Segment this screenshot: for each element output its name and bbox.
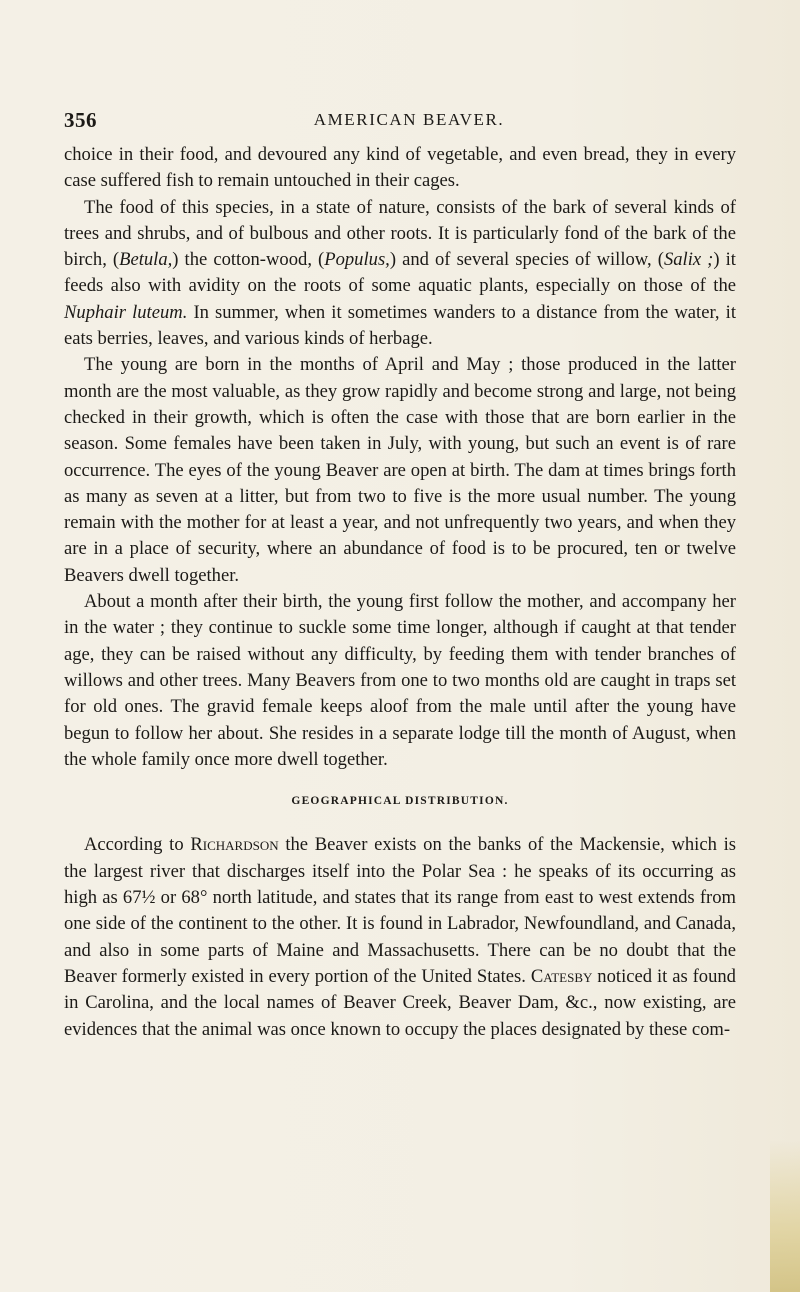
- species-name-salix: Salix ;: [663, 249, 714, 271]
- paragraph-food: [64, 195, 736, 353]
- running-title: AMERICAN BEAVER.: [313, 110, 505, 129]
- text-run: ) and of several species of willow, (: [389, 249, 664, 271]
- species-name-populus: Populus,: [324, 249, 390, 271]
- text-run: The food of this species, in a state of nature, consists of the bark of several kinds of trees and shrubs, and of bulbous and other roots. It is particularly fond of the bark of the birch, (: [64, 196, 736, 271]
- running-head: [64, 108, 736, 138]
- species-name-betula: Betula,: [119, 249, 173, 271]
- paragraph-continuation: choice in their food, and devoured any kind of vegetable, and even bread, they in every case suffered fish to remain untouched in their cages.: [64, 144, 736, 192]
- author-name-catesby: Catesby: [530, 965, 593, 987]
- paragraph-birth: About a month after their birth, the young first follow the mother, and accompany her in the water ; they continue to suckle some time longer, although if caught at that tender age, they can be raised without any difficulty, by feeding them with tender branches of willows and other trees. Many Beavers from one to two months old are caught in traps set for old ones. The gravid female keeps aloof from the male until after the young have begun to follow her about. She resides in a separate lodge till the month of August, when the whole family once more dwell together.: [64, 591, 736, 770]
- text-run: ) it feeds also with avidity on the roots of some aquatic plants, especially on those of the: [64, 249, 736, 297]
- text-run: ) the cotton-wood, (: [172, 249, 325, 271]
- text-run: In summer, when it sometimes wanders to a distance from the water, it eats berries, leaves, and various kinds of herbage.: [64, 301, 736, 350]
- page-edge-stain: [770, 1140, 800, 1292]
- section-heading: GEOGRAPHICAL DISTRIBUTION.: [291, 795, 509, 808]
- paragraph-distribution: [64, 832, 736, 1042]
- text-run: the Beaver exists on the banks of the Mackensie, which is the largest river that discharges itself into the Polar Sea : he speaks of its occurring as high as 67½ or 68° north latitude, and states that its range from east to west extends from one side of the continent to the other. It is found in Labrador, Newfoundland, and Canada, and also in some parts of Maine and Massachusetts. There can be no doubt that the Beaver formerly existed in every portion of the United States.: [64, 834, 736, 987]
- text-run: According to: [84, 834, 191, 856]
- text-run: noticed it as found in Carolina, and the local names of Beaver Creek, Beaver Dam, &c., now existing, are evidences that the animal was once known to occupy the places designated by these com-: [64, 965, 736, 1040]
- paragraph-young: The young are born in the months of April and May ; those produced in the latter month are the most valuable, as they grow rapidly and become strong and large, not being checked in their growth, which is often the case with those that are born earlier in the season. Some females have been taken in July, with young, but such an event is of rare occurrence. The eyes of the young Beaver are open at birth. The dam at times brings forth as many as seven at a litter, but from two to five is the more usual number. The young remain with the mother for at least a year, and not unfrequently two years, and when they are in a place of security, where an abundance of food is to be procured, ten or twelve Beavers dwell together.: [64, 354, 736, 586]
- species-name-nuphair: Nuphair luteum.: [64, 301, 188, 323]
- author-name-richardson: Richardson: [190, 834, 279, 856]
- page-number: 356: [64, 108, 97, 132]
- body-text: [64, 142, 736, 1043]
